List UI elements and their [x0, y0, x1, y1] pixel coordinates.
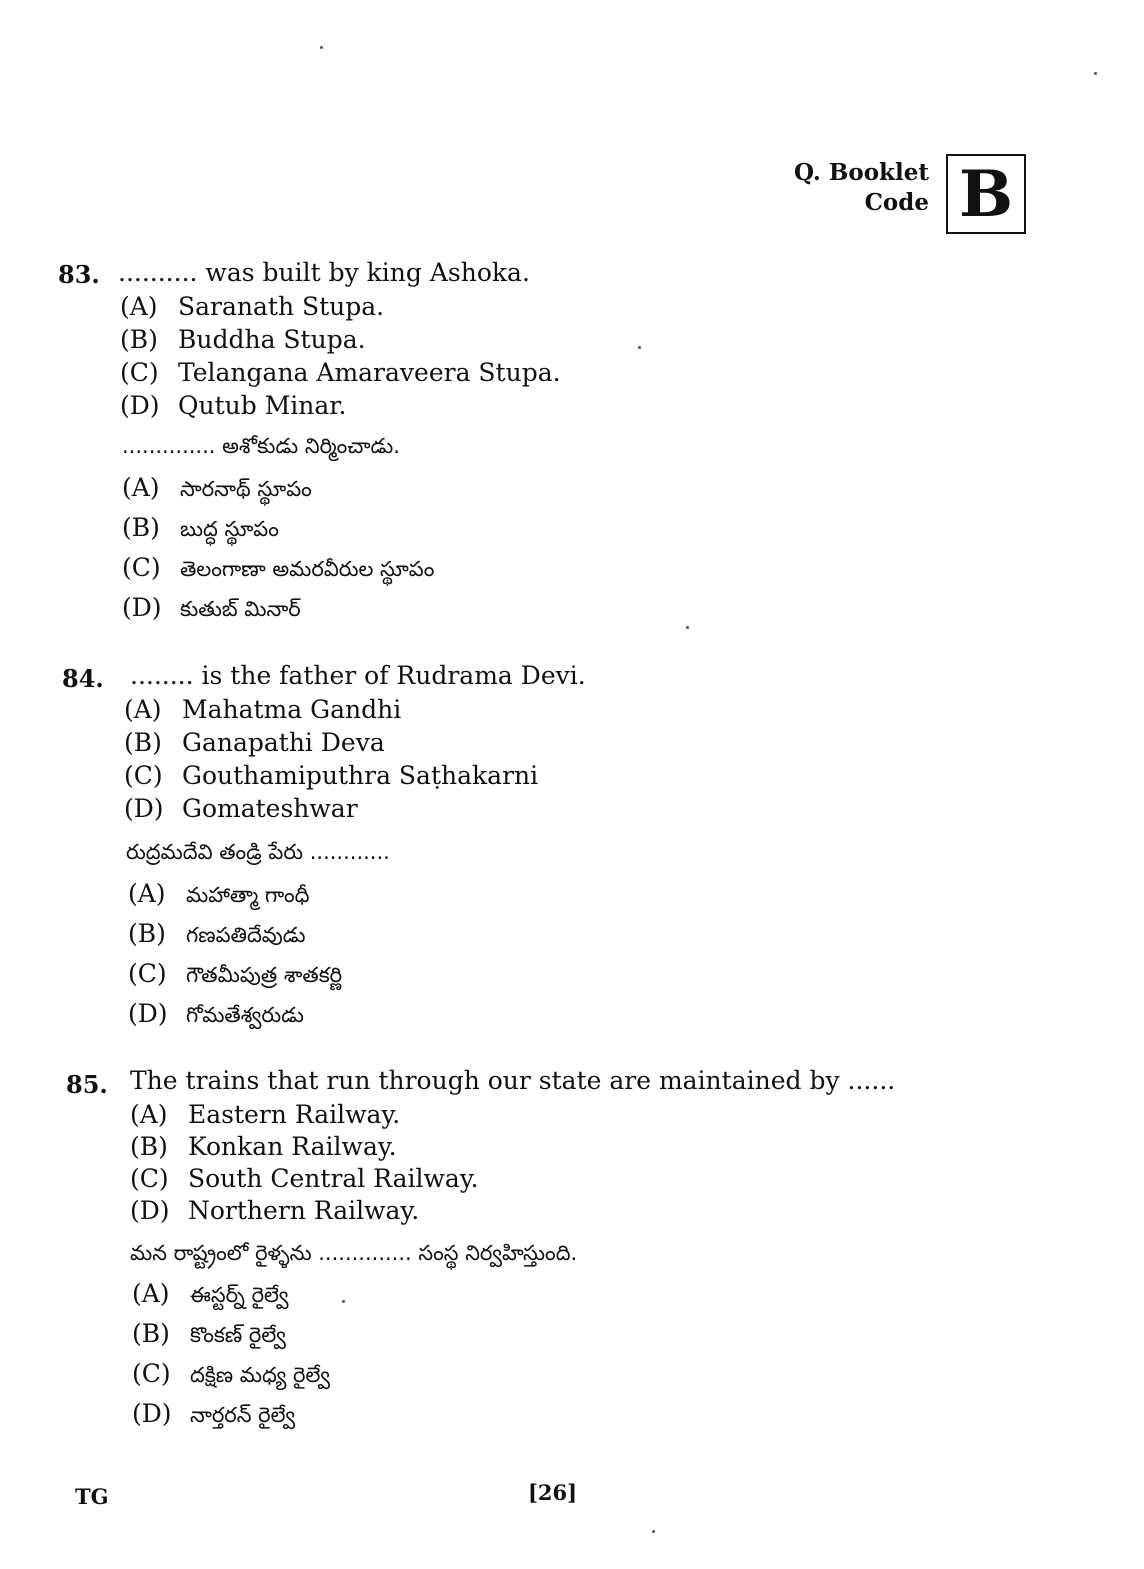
option-te-c: [128, 959, 342, 993]
booklet-label-line1: Q. Booklet: [794, 159, 929, 186]
option-label: (C): [128, 959, 167, 988]
option-label: (B): [128, 919, 166, 948]
option-text: బుద్ధ స్థూపం: [180, 517, 279, 541]
option-text: Northern Railway.: [188, 1196, 420, 1225]
option-label: (D): [132, 1399, 172, 1428]
option-te-c: [122, 553, 434, 587]
option-text: Qutub Minar.: [178, 391, 347, 420]
option-en-a: [120, 292, 384, 321]
option-text: మహాత్మా గాంధీ: [186, 883, 310, 907]
scan-speck: [1094, 72, 1097, 75]
booklet-label-line2: Code: [864, 189, 929, 216]
option-label: (B): [130, 1132, 168, 1161]
option-en-b: [120, 325, 366, 354]
option-label: (B): [122, 513, 160, 542]
option-text: కుతుబ్ మినార్: [180, 597, 301, 621]
option-text: గణపతిదేవుడు: [186, 923, 306, 947]
page-number: [26]: [528, 1480, 578, 1505]
option-te-a: [128, 879, 309, 913]
option-text: Gouthamiputhra Saṭhakarni: [182, 761, 539, 790]
option-text: Gomateshwar: [182, 794, 358, 823]
option-text: Saranath Stupa.: [178, 292, 385, 321]
option-en-b: [124, 728, 385, 757]
option-label: (D): [120, 391, 160, 420]
question-number: 84.: [62, 664, 104, 693]
option-en-c: [130, 1164, 479, 1193]
option-te-c: [132, 1359, 330, 1393]
option-label: (C): [120, 358, 159, 387]
footer-code: TG: [75, 1484, 109, 1509]
option-text: ఈస్టర్న్ రైల్వే: [190, 1283, 289, 1307]
option-text: గౌతమీపుత్ర శాతకర్ణి: [186, 963, 343, 987]
option-label: (C): [130, 1164, 169, 1193]
option-text: Mahatma Gandhi: [182, 695, 402, 724]
option-label: (C): [124, 761, 163, 790]
question-number: 83.: [58, 260, 100, 289]
option-en-c: [120, 358, 561, 387]
question-text-te: మన రాష్ట్రంలో రైళ్ళను .............. సంస్థ నిర్వహిస్తుంది.: [130, 1241, 578, 1265]
option-label: (C): [122, 553, 161, 582]
option-label: (A): [122, 473, 160, 502]
option-en-b: [130, 1132, 397, 1161]
option-label: (A): [124, 695, 162, 724]
option-text: Telangana Amaraveera Stupa.: [178, 358, 561, 387]
option-label: (B): [132, 1319, 170, 1348]
booklet-code-box: B: [946, 154, 1026, 234]
option-label: (A): [132, 1279, 170, 1308]
option-te-a: [122, 473, 312, 507]
option-label: (A): [128, 879, 166, 908]
option-en-c: [124, 761, 538, 790]
question-text-te: రుద్రమదేవి తండ్రి పేరు ............: [126, 840, 390, 864]
question-text-en: The trains that run through our state are maintained by ......: [130, 1066, 896, 1095]
option-text: కొంకణ్ రైల్వే: [190, 1323, 286, 1347]
option-label: (A): [120, 292, 158, 321]
option-text: Ganapathi Deva: [182, 728, 385, 757]
question-text-te: .............. అశోకుడు నిర్మించాడు.: [122, 434, 400, 458]
option-en-d: [130, 1196, 419, 1225]
option-label: (B): [124, 728, 162, 757]
option-te-b: [128, 919, 306, 953]
option-text: సారనాథ్ స్థూపం: [180, 477, 312, 501]
scan-speck: [686, 626, 689, 629]
option-text: South Central Railway.: [188, 1164, 479, 1193]
option-text: గోమతేశ్వరుడు: [186, 1003, 304, 1027]
question-text-en: ........ is the father of Rudrama Devi.: [130, 661, 586, 690]
question-text-en: .......... was built by king Ashoka.: [118, 258, 530, 287]
option-text: Buddha Stupa.: [178, 325, 366, 354]
option-text: తెలంగాణా అమరవీరుల స్థూపం: [180, 557, 435, 581]
option-text: నార్తరన్ రైల్వే: [190, 1403, 296, 1427]
option-label: (A): [130, 1100, 168, 1129]
scan-speck: [320, 46, 323, 49]
option-text: దక్షిణ మధ్య రైల్వే: [190, 1363, 330, 1387]
option-en-a: [124, 695, 401, 724]
option-text: Eastern Railway.: [188, 1100, 401, 1129]
booklet-code-label: [794, 158, 929, 218]
option-te-d: [132, 1399, 295, 1433]
option-en-d: [124, 794, 358, 823]
option-en-d: [120, 391, 346, 420]
option-label: (D): [130, 1196, 170, 1225]
option-label: (B): [120, 325, 158, 354]
question-number: 85.: [66, 1070, 108, 1099]
option-text: Konkan Railway.: [188, 1132, 397, 1161]
scan-speck: [652, 1530, 655, 1533]
option-label: (D): [128, 999, 168, 1028]
option-te-d: [128, 999, 304, 1033]
option-te-b: [122, 513, 279, 547]
option-te-a: [132, 1279, 289, 1313]
scan-speck: [342, 1300, 345, 1303]
option-label: (C): [132, 1359, 171, 1388]
scan-speck: [638, 346, 641, 349]
option-te-d: [122, 593, 301, 627]
option-label: (D): [122, 593, 162, 622]
option-label: (D): [124, 794, 164, 823]
option-en-a: [130, 1100, 400, 1129]
option-te-b: [132, 1319, 286, 1353]
